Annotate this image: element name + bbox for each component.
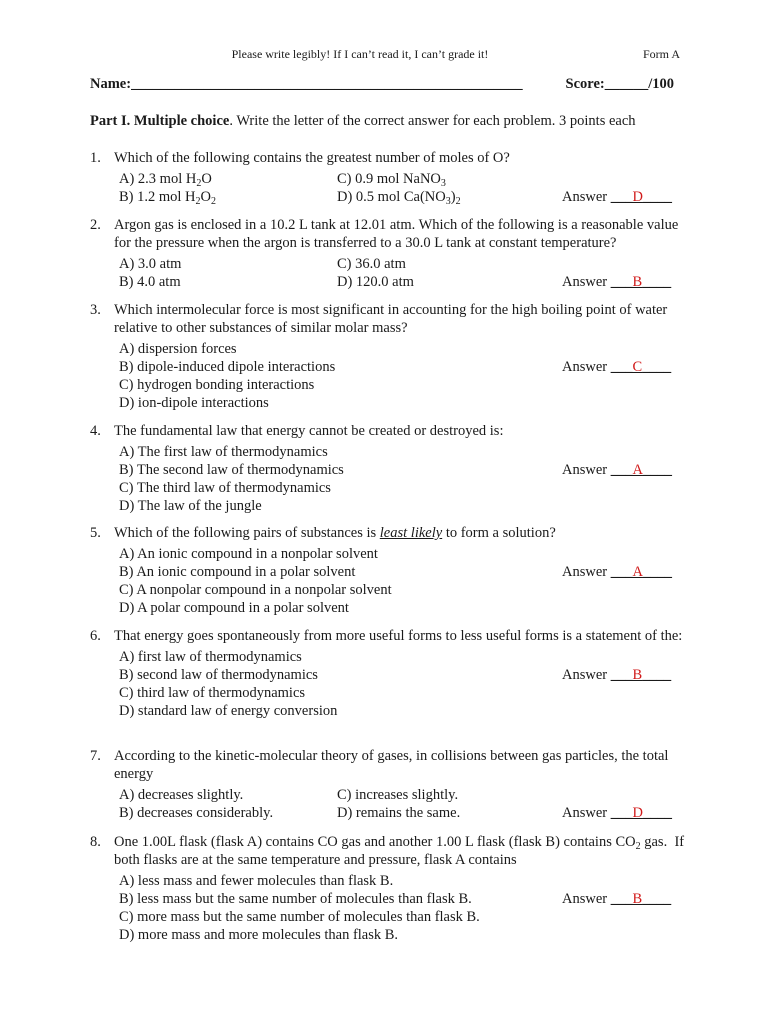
choice-b: B) 1.2 mol $H_2O_2$ bbox=[119, 189, 217, 207]
part-title: Part I. Multiple choice bbox=[90, 113, 230, 129]
choice-a: A) 3.0 atm bbox=[119, 256, 182, 272]
question-stem: Which of the following contains the greatest number of moles of O? bbox=[114, 150, 510, 166]
answer-field[interactable]: Answer ___D____ bbox=[562, 189, 672, 205]
answer-letter: B bbox=[632, 891, 643, 907]
question-number: 5. bbox=[90, 525, 101, 541]
question-stem: Which intermolecular force is most significant in accounting for the high boiling point of water relative to other substances of similar molar mass? bbox=[114, 302, 668, 336]
choice-d: D) 0.5 mol $Ca(NO_3)_2$ bbox=[337, 189, 461, 207]
answer-field[interactable]: Answer ___B____ bbox=[562, 274, 672, 290]
choice-b: B) The second law of thermodynamics bbox=[119, 462, 344, 478]
answer-field[interactable]: Answer ___D____ bbox=[562, 805, 672, 821]
question-2 bbox=[90, 216, 690, 291]
choice-b: B) decreases considerably. bbox=[119, 805, 274, 821]
answer-letter: C bbox=[632, 359, 643, 375]
emphasis-text: least likely bbox=[379, 525, 443, 541]
form-label: Form A bbox=[642, 47, 680, 61]
question-number: 1. bbox=[90, 150, 101, 166]
choice-a: A) less mass and fewer molecules than flask B. bbox=[119, 873, 394, 889]
choice-c: C) A nonpolar compound in a nonpolar solvent bbox=[119, 582, 392, 598]
question-stem: According to the kinetic-molecular theory of gases, in collisions between gas particles, the total energy bbox=[114, 748, 669, 782]
question-number: 3. bbox=[90, 302, 101, 318]
answer-letter: D bbox=[632, 189, 643, 205]
answer-field[interactable]: Answer ___A____ bbox=[562, 462, 672, 478]
answer-letter: A bbox=[632, 462, 643, 478]
choice-b: B) second law of thermodynamics bbox=[119, 667, 318, 683]
question-8 bbox=[90, 833, 690, 944]
choice-a: A) The first law of thermodynamics bbox=[119, 444, 328, 460]
choice-c: C) third law of thermodynamics bbox=[119, 685, 306, 701]
choice-c: C) increases slightly. bbox=[337, 787, 459, 803]
question-number: 8. bbox=[90, 834, 101, 850]
question-number: 4. bbox=[90, 423, 101, 439]
choice-a: A) dispersion forces bbox=[119, 341, 237, 357]
legibility-instruction: Please write legibly! If I can’t read it, I can’t grade it! bbox=[231, 47, 489, 61]
score-field[interactable]: Score:______/100 bbox=[565, 76, 674, 92]
choice-a: A) first law of thermodynamics bbox=[119, 649, 302, 665]
question-number: 6. bbox=[90, 628, 101, 644]
question-number: 7. bbox=[90, 748, 101, 764]
answer-letter: B bbox=[632, 274, 643, 290]
choice-b: B) 4.0 atm bbox=[119, 274, 181, 290]
choice-d: D) ion-dipole interactions bbox=[119, 395, 269, 411]
question-stem: Which of the following pairs of substances is least likely to form a solution? bbox=[114, 525, 556, 541]
part-heading bbox=[90, 113, 636, 130]
choice-c: C) hydrogen bonding interactions bbox=[119, 377, 315, 393]
answer-field[interactable]: Answer ___C____ bbox=[562, 359, 672, 375]
question-stem: Argon gas is enclosed in a 10.2 L tank at 12.01 atm. Which of the following is a reasonable value for the pressure when the argon is transferred to a 30.0 L tank at constant temperature? bbox=[114, 217, 679, 251]
choice-c: C) The third law of thermodynamics bbox=[119, 480, 331, 496]
choice-d: D) 120.0 atm bbox=[337, 274, 414, 290]
name-field[interactable]: Name:______________________________________________________ bbox=[90, 76, 523, 92]
question-number: 2. bbox=[90, 217, 101, 233]
choice-d: D) A polar compound in a polar solvent bbox=[119, 600, 349, 616]
choice-b: B) less mass but the same number of molecules than flask B. bbox=[119, 891, 472, 907]
answer-letter: A bbox=[632, 564, 643, 580]
choice-d: D) The law of the jungle bbox=[119, 498, 262, 514]
choice-a: A) 2.3 mol $H_2O$ bbox=[119, 171, 212, 189]
choice-b: B) dipole-induced dipole interactions bbox=[119, 359, 336, 375]
question-6 bbox=[90, 627, 690, 720]
part-instructions: . Write the letter of the correct answer for each problem. 3 points each bbox=[229, 113, 636, 129]
answer-letter: B bbox=[632, 667, 643, 683]
choice-a: A) decreases slightly. bbox=[119, 787, 244, 803]
question-stem: One 1.00L flask (flask A) contains CO gas and another 1.00 L flask (flask B) contains $CO_2$ gas. If both flasks are at the same temperature and pressure, flask A contains bbox=[114, 834, 685, 868]
question-1 bbox=[90, 149, 690, 206]
answer-field[interactable]: Answer ___B____ bbox=[562, 667, 672, 683]
question-stem: The fundamental law that energy cannot be created or destroyed is: bbox=[114, 423, 504, 439]
question-4 bbox=[90, 422, 690, 515]
choice-d: D) standard law of energy conversion bbox=[119, 703, 338, 719]
name-score-row bbox=[90, 76, 674, 93]
choice-c: C) 36.0 atm bbox=[337, 256, 406, 272]
question-5 bbox=[90, 524, 690, 617]
choice-c: C) more mass but the same number of molecules than flask B. bbox=[119, 909, 480, 925]
choice-a: A) An ionic compound in a nonpolar solvent bbox=[119, 546, 378, 562]
answer-field[interactable]: Answer ___B____ bbox=[562, 891, 672, 907]
answer-letter: D bbox=[632, 805, 643, 821]
choice-c: C) 0.9 mol NaNO$_3$ bbox=[337, 171, 446, 189]
question-3 bbox=[90, 301, 690, 412]
question-7 bbox=[90, 747, 690, 822]
choice-d: D) remains the same. bbox=[337, 805, 461, 821]
choice-d: D) more mass and more molecules than flask B. bbox=[119, 927, 399, 943]
answer-field[interactable]: Answer ___A____ bbox=[562, 564, 672, 580]
choice-b: B) An ionic compound in a polar solvent bbox=[119, 564, 356, 580]
question-stem: That energy goes spontaneously from more useful forms to less useful forms is a statement of the: bbox=[114, 628, 683, 644]
